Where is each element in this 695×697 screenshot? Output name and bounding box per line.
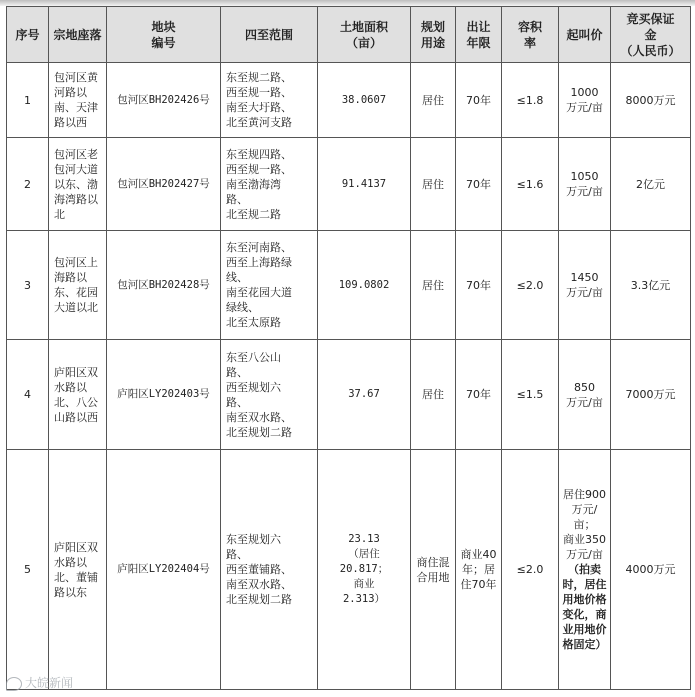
cell-deposit: 8000万元 [611, 63, 691, 138]
header-location: 宗地座落 [49, 7, 107, 63]
cell-term: 70年 [456, 63, 502, 138]
cell-price: 850 万元/亩 [559, 340, 611, 450]
cell-price: 1050 万元/亩 [559, 138, 611, 231]
cell-location: 庐阳区双水路以北、八公山路以西 [49, 340, 107, 450]
table-header-row [7, 7, 691, 63]
cell-use: 居住 [411, 340, 456, 450]
cell-area: 23.13 （居住 20.817； 商业 2.313） [318, 450, 411, 690]
table-row [7, 340, 691, 450]
cell-deposit: 2亿元 [611, 138, 691, 231]
cell-far: ≤1.6 [502, 138, 559, 231]
cell-price: 1450 万元/亩 [559, 231, 611, 340]
cell-parcel: 包河区BH202427号 [107, 138, 221, 231]
cell-price: 居住900 万元/ 亩； 商业350 万元/亩 （拍卖时，居住用地价格变化，商业用地价格固定） [559, 450, 611, 690]
cell-far: ≤1.5 [502, 340, 559, 450]
cell-deposit: 4000万元 [611, 450, 691, 690]
cell-location: 包河区老包河大道以东、渤海湾路以北 [49, 138, 107, 231]
cell-far: ≤2.0 [502, 450, 559, 690]
cell-term: 70年 [456, 138, 502, 231]
cell-bounds: 东至河南路、 西至上海路绿 线、 南至花园大道 绿线、 北至太原路 [221, 231, 318, 340]
cell-no: 3 [7, 231, 49, 340]
cell-use: 商住混合用地 [411, 450, 456, 690]
cell-far: ≤2.0 [502, 231, 559, 340]
cell-no: 2 [7, 138, 49, 231]
header-term: 出让 年限 [456, 7, 502, 63]
cell-bounds: 东至规划六 路、 西至董铺路、 南至双水路、 北至规划二路 [221, 450, 318, 690]
cell-parcel: 庐阳区LY202403号 [107, 340, 221, 450]
cell-price: 1000 万元/亩 [559, 63, 611, 138]
cell-bounds: 东至八公山 路、 西至规划六 路、 南至双水路、 北至规划二路 [221, 340, 318, 450]
cell-no: 5 [7, 450, 49, 690]
cell-term: 70年 [456, 231, 502, 340]
cell-bounds: 东至规四路、 西至规一路、 南至渤海湾 路、 北至规二路 [221, 138, 318, 231]
cell-parcel: 庐阳区LY202404号 [107, 450, 221, 690]
header-far: 容积 率 [502, 7, 559, 63]
cell-no: 4 [7, 340, 49, 450]
cell-use: 居住 [411, 231, 456, 340]
cell-far: ≤1.8 [502, 63, 559, 138]
header-price: 起叫价 [559, 7, 611, 63]
header-area: 土地面积 （亩） [318, 7, 411, 63]
table-row [7, 450, 691, 690]
cell-bounds: 东至规二路、 西至规一路、 南至大圩路、 北至黄河支路 [221, 63, 318, 138]
cell-use: 居住 [411, 138, 456, 231]
header-parcel: 地块 编号 [107, 7, 221, 63]
table-row [7, 231, 691, 340]
header-bounds: 四至范围 [221, 7, 318, 63]
cell-area: 109.0802 [318, 231, 411, 340]
header-no: 序号 [7, 7, 49, 63]
cell-term: 70年 [456, 340, 502, 450]
cell-location: 包河区黄河路以南、天津路以西 [49, 63, 107, 138]
land-auction-table [6, 6, 691, 690]
cell-term: 商业40年；居住70年 [456, 450, 502, 690]
watermark [6, 674, 73, 691]
cell-parcel: 包河区BH202426号 [107, 63, 221, 138]
cell-deposit: 3.3亿元 [611, 231, 691, 340]
cell-no: 1 [7, 63, 49, 138]
header-deposit: 竞买保证 金 （人民币） [611, 7, 691, 63]
watermark-text: 大皖新闻 [25, 676, 74, 690]
price-note: （拍卖时，居住用地价格变化，商业用地价格固定） [562, 563, 607, 651]
cell-area: 37.67 [318, 340, 411, 450]
cell-deposit: 7000万元 [611, 340, 691, 450]
header-use: 规划 用途 [411, 7, 456, 63]
cell-area: 38.0607 [318, 63, 411, 138]
cell-area: 91.4137 [318, 138, 411, 231]
watermark-logo-icon [6, 677, 22, 691]
table-row [7, 63, 691, 138]
cell-use: 居住 [411, 63, 456, 138]
cell-location: 包河区上海路以东、花园大道以北 [49, 231, 107, 340]
cell-parcel: 包河区BH202428号 [107, 231, 221, 340]
table-row [7, 138, 691, 231]
cell-location: 庐阳区双水路以北、董铺路以东 [49, 450, 107, 690]
